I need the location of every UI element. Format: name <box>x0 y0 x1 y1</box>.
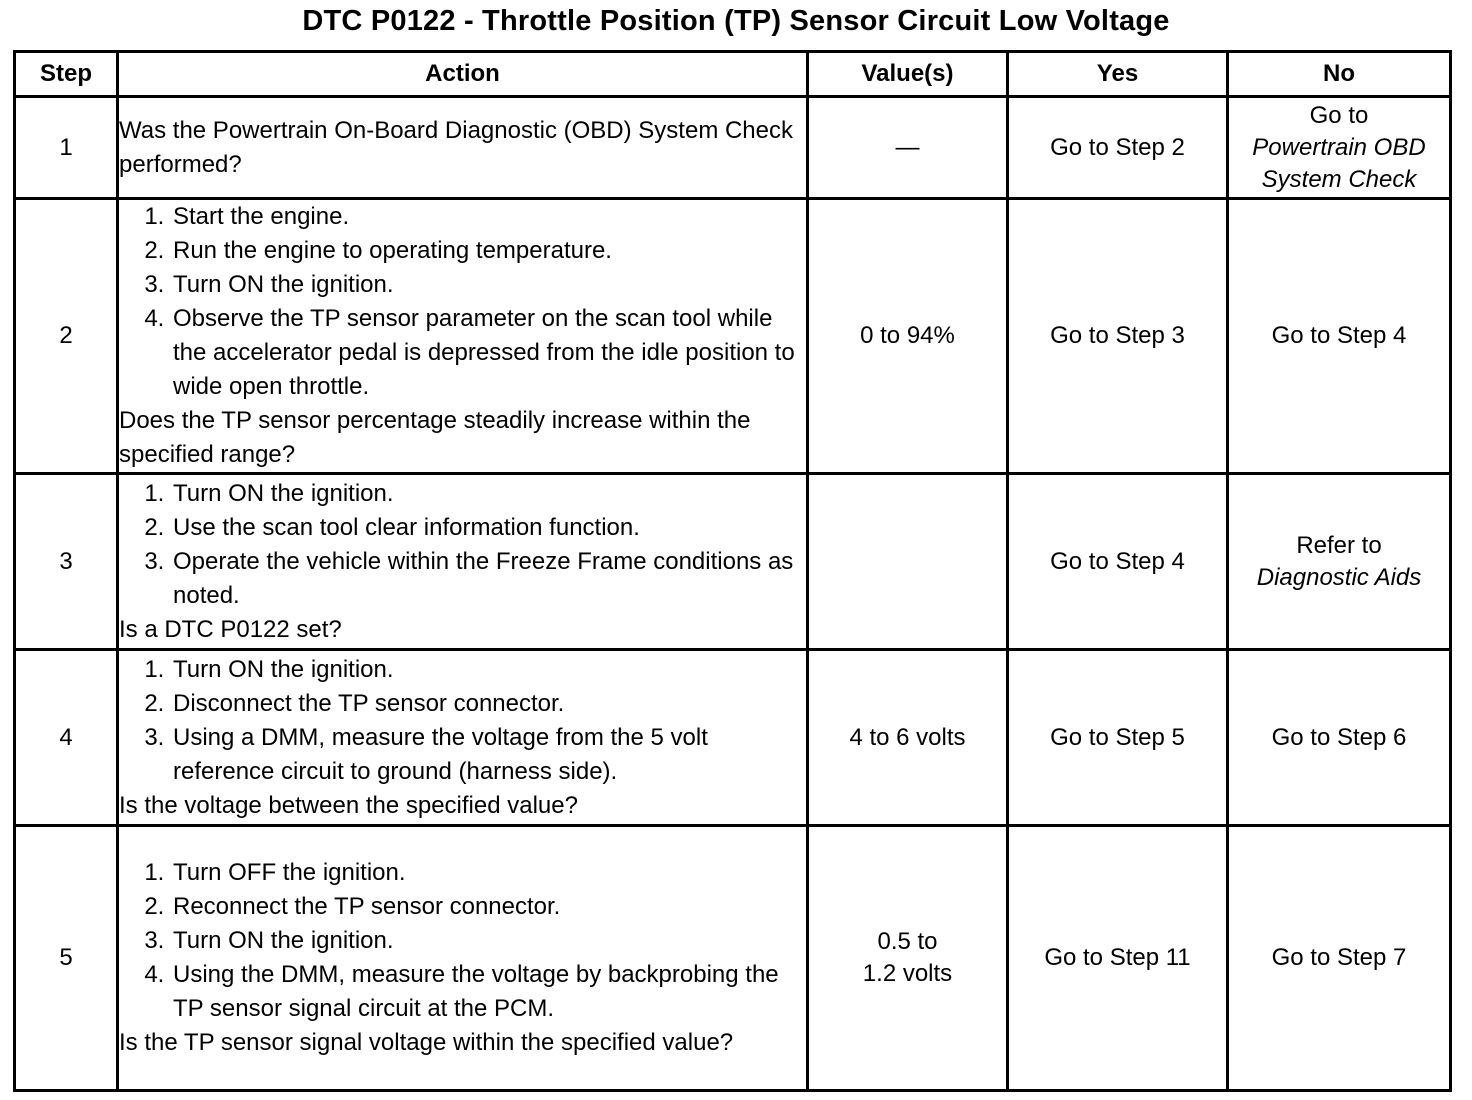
yes-cell: Go to Step 11 <box>1008 826 1228 1091</box>
page-title: DTC P0122 - Throttle Position (TP) Sensor Circuit Low Voltage <box>302 5 1170 37</box>
no-cell: Go to Step 6 <box>1228 650 1451 826</box>
no-link-text: Powertrain OBD System Check <box>1252 133 1426 193</box>
yes-cell: Go to Step 2 <box>1008 97 1228 199</box>
action-cell <box>118 826 808 1091</box>
action-question: Is the voltage between the specified value? <box>119 791 578 819</box>
action-step-item: 1. Turn ON the ignition. <box>171 477 806 511</box>
action-steps <box>119 856 806 1026</box>
step-number: 4 <box>15 650 118 826</box>
header-yes: Yes <box>1008 52 1228 97</box>
no-cell: Go to Step 7 <box>1228 826 1451 1091</box>
step-number: 2 <box>15 199 118 474</box>
action-cell <box>118 474 808 650</box>
action-step-item: 1. Turn ON the ignition. <box>171 653 806 687</box>
value-line: 0.5 to <box>877 928 938 955</box>
table-row <box>15 199 1451 474</box>
action-question: Is the TP sensor signal voltage within the specified value? <box>119 1029 734 1056</box>
yes-cell: Go to Step 5 <box>1008 650 1228 826</box>
action-step-item: 1. Turn OFF the ignition. <box>171 856 806 890</box>
action-question: Was the Powertrain On-Board Diagnostic (OBD) System Check performed? <box>119 116 794 178</box>
no-cell <box>1228 97 1451 199</box>
header-row <box>15 52 1451 97</box>
step-number: 5 <box>15 826 118 1091</box>
no-plain-text: Go to <box>1309 101 1369 129</box>
action-step-item: 3. Operate the vehicle within the Freeze Frame conditions as noted. <box>171 545 806 613</box>
action-step-item: 2. Use the scan tool clear information function. <box>171 511 806 545</box>
no-plain-text: Refer to <box>1296 531 1382 559</box>
value-cell: 0 to 94% <box>808 199 1008 474</box>
action-step-item: 2. Disconnect the TP sensor connector. <box>171 687 806 721</box>
no-cell: Go to Step 4 <box>1228 199 1451 474</box>
action-step-item: 3. Using a DMM, measure the voltage from the 5 volt reference circuit to ground (harness side). <box>171 721 806 789</box>
header-step: Step <box>15 52 118 97</box>
header-values: Value(s) <box>808 52 1008 97</box>
table-row <box>15 474 1451 650</box>
yes-cell: Go to Step 4 <box>1008 474 1228 650</box>
header-no: No <box>1228 52 1451 97</box>
action-cell <box>118 650 808 826</box>
action-step-item: 2. Reconnect the TP sensor connector. <box>171 890 806 924</box>
action-step-item: 3. Turn ON the ignition. <box>171 924 806 958</box>
action-question: Is a DTC P0122 set? <box>119 615 342 643</box>
no-link-text: Diagnostic Aids <box>1256 563 1422 591</box>
value-cell: — <box>808 97 1008 199</box>
yes-cell: Go to Step 3 <box>1008 199 1228 474</box>
table-row <box>15 826 1451 1091</box>
action-step-item: 2. Run the engine to operating temperature. <box>171 234 806 268</box>
no-cell <box>1228 474 1451 650</box>
action-cell <box>118 199 808 474</box>
value-cell <box>808 826 1008 1091</box>
header-action: Action <box>118 52 808 97</box>
action-cell <box>118 97 808 199</box>
action-steps <box>119 200 806 404</box>
value-line: 1.2 volts <box>862 960 953 987</box>
action-step-item: 1. Start the engine. <box>171 200 806 234</box>
value-cell: 4 to 6 volts <box>808 650 1008 826</box>
value-cell <box>808 474 1008 650</box>
table-row <box>15 650 1451 826</box>
table-row <box>15 97 1451 199</box>
diagnostic-table <box>13 50 1452 1092</box>
action-question: Does the TP sensor percentage steadily increase within the specified range? <box>119 407 751 468</box>
action-steps <box>119 653 806 789</box>
action-step-item: 4. Observe the TP sensor parameter on the scan tool while the accelerator pedal is depressed from the idle position to wide open throttle. <box>171 302 806 404</box>
action-step-item: 4. Using the DMM, measure the voltage by backprobing the TP sensor signal circuit at the PCM. <box>171 958 806 1026</box>
step-number: 3 <box>15 474 118 650</box>
action-steps <box>119 477 806 613</box>
action-step-item: 3. Turn ON the ignition. <box>171 268 806 302</box>
step-number: 1 <box>15 97 118 199</box>
